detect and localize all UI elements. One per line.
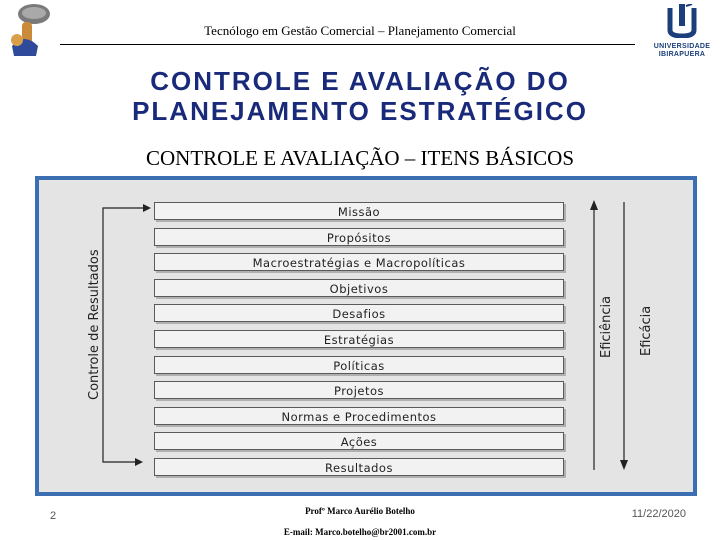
feedback-line [103,208,145,462]
university-name-line1: UNIVERSIDADE [653,43,711,50]
level-propositos: Propósitos [154,228,564,246]
feedback-arrowhead-bottom [135,458,143,466]
level-desafios: Desafios [154,304,564,322]
slide-title [0,66,720,126]
slide-subtitle: CONTROLE E AVALIAÇÃO – ITENS BÁSICOS [145,146,574,170]
feedback-arrowhead-top [143,204,151,212]
header-divider [60,44,635,45]
university-name-line2: IBIRAPUERA [658,51,706,58]
left-axis-label: Controle de Resultados [87,249,102,400]
level-objetivos: Objetivos [154,279,564,297]
level-projetos: Projetos [154,381,564,399]
level-acoes: Ações [154,432,564,450]
university-logo [648,4,716,60]
slide-title-line1: CONTROLE E AVALIAÇÃO DO [150,66,570,96]
level-estrategias: Estratégias [154,330,564,348]
right-axis-label-efficacy: Eficácia [639,305,654,356]
level-politicas: Políticas [154,356,564,374]
footer-date: 11/22/2020 [631,508,686,520]
figure-panel [39,180,693,492]
university-emblem-icon [662,4,702,38]
page-number: 2 [50,510,57,522]
efficacy-arrowhead [620,460,628,470]
level-missao: Missão [154,202,564,220]
level-normas: Normas e Procedimentos [154,407,564,425]
footer-email: E-mail: Marco.botelho@br2001.com.br [283,527,437,537]
planning-hierarchy-figure [35,176,697,496]
slide-title-line2: PLANEJAMENTO ESTRATÉGICO [132,96,588,126]
level-resultados: Resultados [154,458,564,476]
footer-author: Profº Marco Aurélio Botelho [305,506,415,516]
course-title: Tecnólogo em Gestão Comercial – Planejamento Comercial [204,23,516,38]
right-axis-label-efficiency: Eficiência [599,295,614,358]
hierarchy-levels [154,202,564,484]
efficiency-arrowhead [590,200,598,210]
level-macroestrategias: Macroestratégias e Macropolíticas [154,253,564,271]
